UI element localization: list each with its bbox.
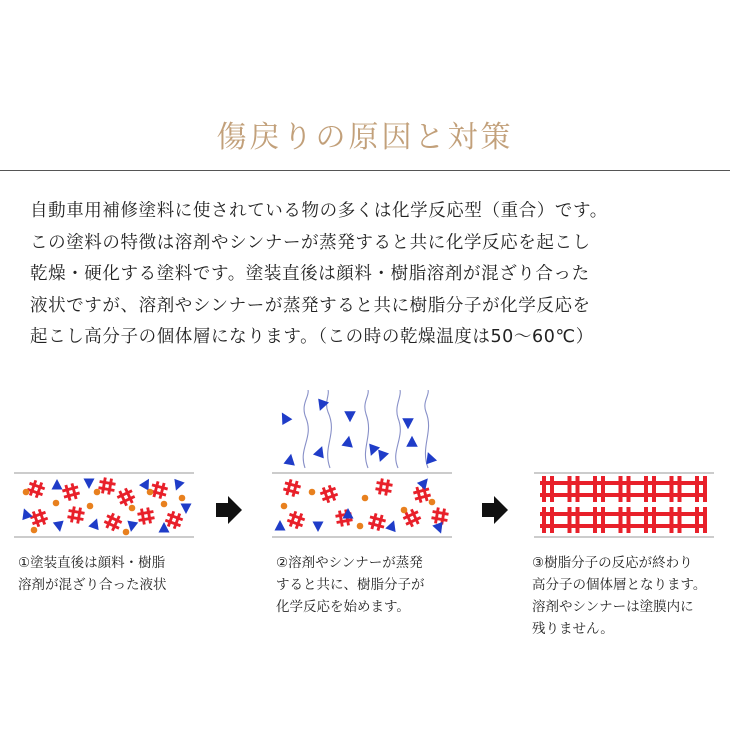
solvent-molecule — [417, 475, 432, 490]
stage-2-diagram — [272, 470, 452, 540]
solvent-molecule — [277, 410, 293, 425]
pigment-particle — [123, 529, 130, 536]
resin-molecule — [61, 482, 81, 502]
caption-line: 溶剤やシンナーは塗膜内に — [532, 599, 694, 615]
solvent-molecule — [139, 476, 154, 491]
resin-molecule — [67, 506, 86, 525]
resin-molecule — [137, 507, 156, 526]
paragraph-line: 起こし高分子の個体層になります。（この時の乾燥温度は50～60℃） — [30, 327, 594, 347]
pigment-particle — [31, 527, 38, 534]
solvent-molecule — [283, 453, 296, 466]
vapor-trail — [303, 390, 308, 468]
pigment-particle — [94, 489, 101, 496]
title-divider — [0, 170, 730, 171]
right-arrow-icon — [480, 495, 510, 529]
solvent-molecule — [275, 520, 286, 531]
solvent-molecule — [374, 450, 389, 464]
stage-3-caption — [532, 552, 706, 640]
resin-molecule — [102, 511, 124, 533]
solvent-molecule — [88, 516, 102, 530]
pigment-particle — [129, 505, 136, 512]
solvent-molecule — [313, 522, 324, 533]
stage-2-vapor — [270, 390, 450, 475]
solvent-molecule — [84, 479, 95, 490]
paragraph-line: この塗料の特徴は溶剤やシンナーが蒸発すると共に化学反応を起こし — [30, 232, 591, 253]
solvent-molecule — [52, 479, 63, 490]
caption-line: 高分子の個体層となります。 — [532, 577, 707, 593]
resin-molecule — [375, 478, 394, 497]
resin-molecule — [115, 486, 137, 508]
page-title: 傷戻りの原因と対策 — [216, 120, 514, 155]
resin-molecule — [29, 508, 50, 529]
resin-molecule — [286, 510, 307, 531]
pigment-particle — [87, 503, 94, 510]
resin-molecule — [26, 479, 47, 500]
vapor-trail — [365, 390, 369, 468]
resin-molecule — [431, 507, 450, 526]
pigment-particle — [357, 523, 364, 530]
resin-molecule — [98, 477, 117, 496]
solvent-molecule — [422, 450, 437, 464]
solvent-molecule — [406, 436, 418, 447]
paragraph-line: 液状ですが、溶剤やシンナーが蒸発すると共に樹脂分子が化学反応を — [30, 295, 591, 316]
vapor-trail — [396, 390, 401, 468]
solvent-molecule — [385, 518, 399, 532]
solvent-molecule — [432, 522, 446, 536]
solvent-molecule — [53, 521, 66, 533]
resin-molecule — [367, 512, 387, 532]
polymer-lattice — [540, 476, 706, 533]
solvent-molecule — [313, 444, 328, 458]
caption-line: ②溶剤やシンナーが蒸発 — [276, 555, 423, 571]
paragraph-line: 乾燥・硬化する塗料です。塗装直後は顔料・樹脂溶剤が混ざり合った — [30, 264, 590, 284]
solvent-molecule — [402, 418, 414, 429]
resin-molecule — [319, 484, 340, 505]
solvent-molecule — [171, 479, 185, 493]
pigment-particle — [161, 501, 168, 508]
caption-line: すると共に、樹脂分子が — [276, 577, 425, 593]
caption-line: 化学反応を始めます。 — [276, 599, 410, 615]
pigment-particle — [23, 489, 30, 496]
pigment-particle — [309, 489, 316, 496]
caption-line: ③樹脂分子の反応が終わり — [532, 555, 693, 571]
pigment-particle — [147, 489, 154, 496]
stage-1-caption — [18, 552, 167, 596]
solvent-molecule — [365, 444, 380, 458]
stage-2-caption — [276, 552, 425, 618]
solvent-molecule — [344, 411, 356, 422]
solvent-molecule — [343, 508, 354, 519]
resin-molecule — [282, 478, 302, 498]
right-arrow-icon — [214, 495, 244, 529]
pigment-particle — [281, 503, 288, 510]
solvent-molecule — [341, 435, 354, 448]
stage-1-diagram — [14, 470, 194, 540]
vapor-trail — [327, 390, 332, 468]
pigment-particle — [401, 507, 408, 514]
stage-3-diagram — [534, 470, 714, 540]
pigment-particle — [429, 499, 436, 506]
pigment-particle — [53, 500, 60, 507]
paragraph-line: 自動車用補修塗料に使されている物の多くは化学反応型（重合）です。 — [30, 201, 608, 221]
caption-line: 溶剤が混ざり合った液状 — [18, 577, 167, 593]
caption-line: ①塗装直後は顔料・樹脂 — [18, 555, 166, 571]
pigment-particle — [179, 495, 186, 502]
pigment-particle — [362, 495, 369, 502]
explanation-paragraph — [30, 196, 720, 354]
solvent-molecule — [181, 504, 192, 515]
caption-line: 残りません。 — [532, 621, 614, 637]
